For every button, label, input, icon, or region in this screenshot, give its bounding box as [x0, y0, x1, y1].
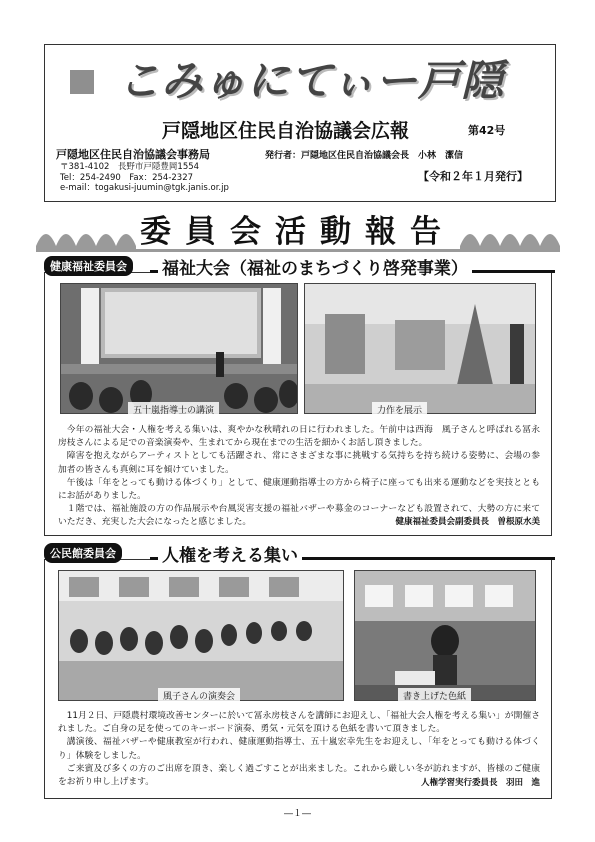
section1-photo2-caption: 力作を展示 — [372, 402, 427, 417]
office-name: 戸隠地区住民自治協議会事務局 — [56, 148, 210, 161]
section1-photo-exhibit — [304, 283, 536, 414]
issue-number: 第42号 — [468, 124, 506, 137]
photo-exhibit-image — [305, 284, 536, 414]
section1-paragraph: 障害を抱えながらアーティストとしても活躍され、常にさまざまな事に挑戦する気持ちを持ち続ける姿勢に、会場の参加者の皆さんも真剣に耳を傾けていました。 — [58, 451, 540, 475]
banner-title: 委員会活動報告 — [140, 214, 455, 250]
section1-heading: 福祉大会（福祉のまちづくり啓発事業） — [158, 254, 472, 279]
section1-paragraph: 今年の福祉大会・人権を考える集いは、爽やかな秋晴れの日に行われました。午前中は西海 風子さんと呼ばれる冨永房枝さんによる足での音楽演奏や、生まれてから現在までの生活を細かくお話し頂きました。 — [58, 425, 540, 449]
photo-concert-image — [59, 571, 344, 701]
section2-signature: 人権学習実行委員長 羽田 進 — [420, 778, 540, 788]
section1-body — [58, 424, 540, 530]
section2-photo-calligraphy — [354, 570, 536, 701]
section2-paragraph: 11月２日、戸隠農村環境改善センターに於いて冨永房枝さんを講師にお迎えし、「福祉大会人権を考える集い」が開催されました。ご自身の足を使ってのキーボード演奏、勇気・元気を頂ける色紙を書いて頂きました。 — [58, 711, 540, 735]
photo-lecture-image — [61, 284, 298, 414]
corner-square-decoration — [70, 70, 94, 94]
office-contact: 〒381-4102 長野市戸隠豊岡1554 Tel：254-2490 Fax：254-2327 e-mail：togakusi-juumin@tgk.janis.or.jp — [60, 162, 229, 193]
newsletter-subtitle: 戸隠地区住民自治協議会広報 — [162, 120, 410, 142]
section2-photo1-caption: 風子さんの演奏会 — [158, 688, 240, 703]
section2-photo2-caption: 書き上げた色紙 — [398, 688, 471, 703]
section1-photo-lecture — [60, 283, 298, 414]
section2-heading: 人権を考える集い — [158, 541, 302, 566]
section2-tag: 公民館委員会 — [44, 543, 122, 563]
page-number: ―１― — [283, 809, 311, 819]
section1-signature: 健康福祉委員会副委員長 曽根原水美 — [395, 517, 540, 527]
section1-paragraph: １階では、福祉施設の方の作品展示や台風災害支援の福祉バザーや募金のコーナーなども設置されて、大勢の方に来ていただき、充実した大会になったと感じました。 — [58, 504, 540, 528]
section2-paragraph: ご来賓及び多くの方のご出席を頂き、楽しく過ごすことが出来ました。これから厳しい冬が訪れますが、皆様のご健康をお祈り申し上げます。 — [58, 763, 540, 788]
section2-photo-concert — [58, 570, 344, 701]
publisher: 発行者：戸隠地区住民自治協議会長 小林 潔信 — [265, 151, 464, 161]
section1-tag: 健康福祉委員会 — [44, 256, 133, 276]
photo-calligraphy-image — [355, 571, 536, 701]
publish-date: 【令和２年１月発行】 — [418, 170, 528, 183]
section2-paragraph: 講演後、福祉バザーや健康教室が行われ、健康運動指導士、五十嵐宏幸先生をお迎えし、「年をとっても動ける体づくり」体験をしました。 — [58, 737, 540, 761]
section1-photo1-caption: 五十嵐指導士の講演 — [128, 402, 219, 417]
section1-paragraph: 午後は「年をとっても動ける体づくり」として、健康運動指導士の方から椅子に座っても出来る運動などを実技とともにお話がありました。 — [58, 477, 540, 502]
newsletter-title: こみゅにてぃー戸隠 — [118, 56, 505, 105]
